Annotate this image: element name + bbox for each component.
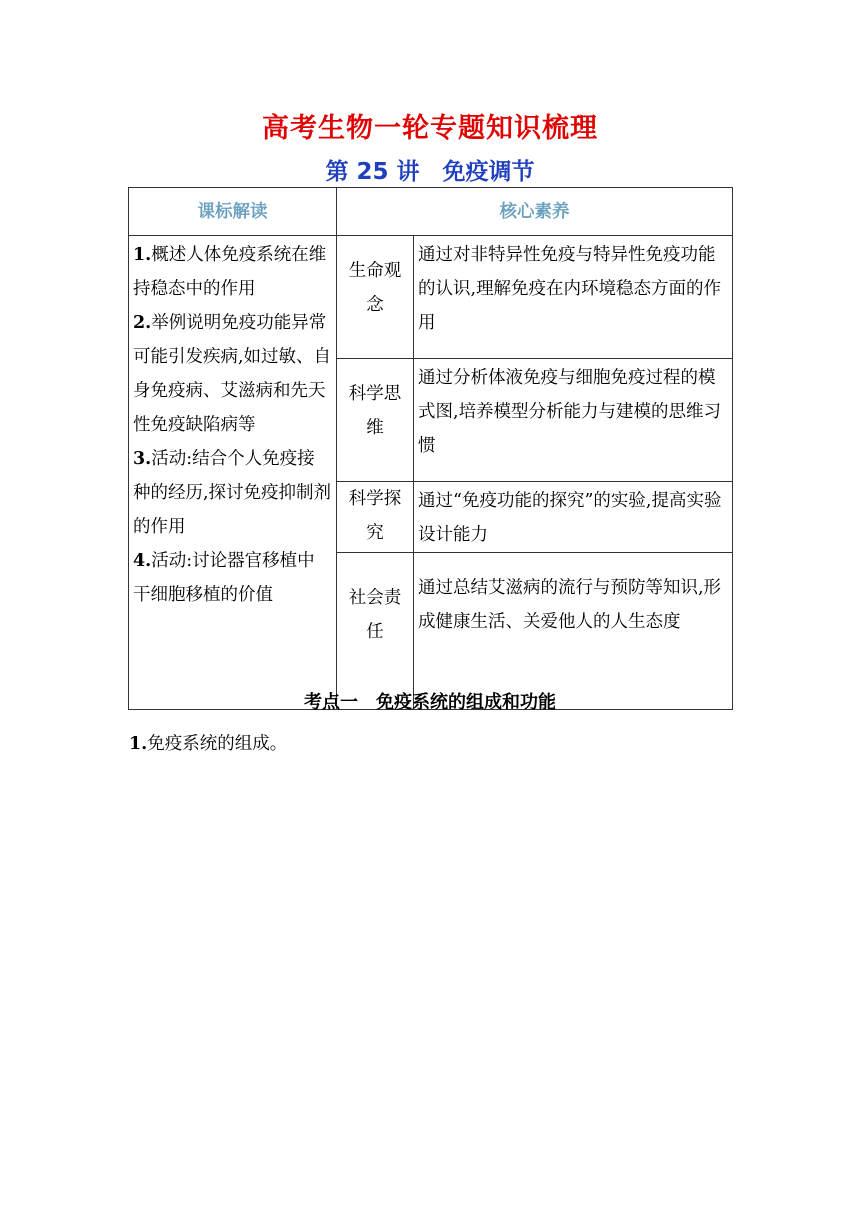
standard-item: 1.概述人体免疫系统在维持稳态中的作用 (133, 245, 327, 299)
table-row (129, 236, 733, 359)
standards-cell (129, 236, 337, 710)
header-standards: 课标解读 (129, 188, 337, 236)
literacy-category: 科学思维 (337, 359, 414, 482)
standard-item: 4.活动:讨论器官移植中干细胞移植的价值 (133, 551, 315, 605)
standard-item: 3.活动:结合个人免疫接种的经历,探讨免疫抑制剂的作用 (133, 449, 332, 537)
standard-item: 2.举例说明免疫功能异常可能引发疾病,如过敏、自身免疫病、艾滋病和先天性免疫缺陷病等 (133, 313, 332, 435)
lesson-title: 第 25 讲 免疫调节 (325, 159, 535, 185)
page-title: 高考生物一轮专题知识梳理 (262, 113, 598, 144)
table-header-row (129, 188, 733, 236)
section-heading: 考点一 免疫系统的组成和功能 (304, 692, 556, 713)
header-literacy: 核心素养 (337, 188, 733, 236)
literacy-description: 通过总结艾滋病的流行与预防等知识,形成健康生活、关爱他人的人生态度 (414, 553, 733, 710)
literacy-category: 生命观念 (337, 236, 414, 359)
section-item: 1.免疫系统的组成。 (129, 734, 288, 754)
literacy-category: 科学探究 (337, 482, 414, 553)
literacy-description: 通过对非特异性免疫与特异性免疫功能的认识,理解免疫在内环境稳态方面的作用 (414, 236, 733, 359)
literacy-category: 社会责任 (337, 553, 414, 710)
literacy-description: 通过“免疫功能的探究”的实验,提高实验设计能力 (414, 482, 733, 553)
literacy-description: 通过分析体液免疫与细胞免疫过程的模式图,培养模型分析能力与建模的思维习惯 (414, 359, 733, 482)
curriculum-table (128, 187, 733, 710)
